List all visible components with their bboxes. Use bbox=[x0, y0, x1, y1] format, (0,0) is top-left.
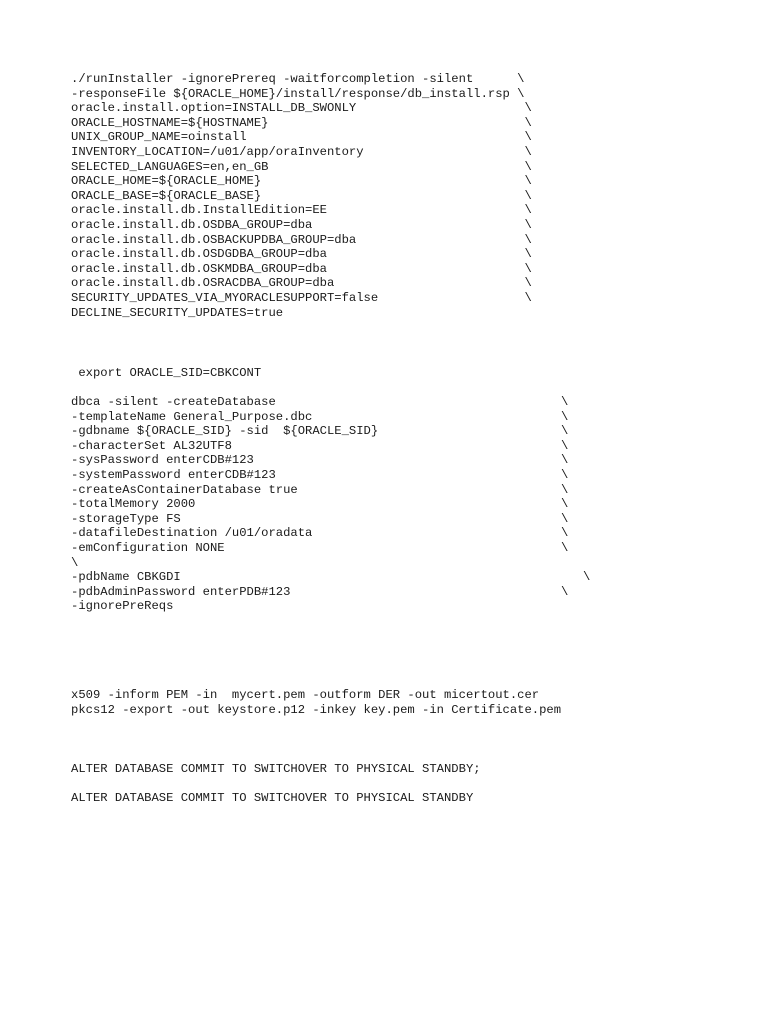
certificate-commands: x509 -inform PEM -in mycert.pem -outform DER -out micertout.cer pkcs12 -export -out keystore.p12 -inkey key.pem -in Certificate.pem bbox=[71, 688, 562, 717]
alter-database-statement-2: ALTER DATABASE COMMIT TO SWITCHOVER TO PHYSICAL STANDBY bbox=[71, 791, 474, 805]
runinstaller-command: ./runInstaller -ignorePrereq -waitforcompletion -silent \ -responseFile ${ORACLE_HOME}/install/response/db_install.rsp \ oracle.install.option=INSTALL_DB_SWONLY \ ORACLE_HOSTNAME=${HOSTNAME} \ UNIX_GROUP_NAME=oinstall \ INVENTORY_LOCATION=/u01/app/oraInventory \ SELECTED_LANGUAGES=en,en_GB \ ORACLE_HOME=${ORACLE_HOME} \ ORACLE_BASE=${ORACLE_BASE} \ oracle.install.db.InstallEdition=EE \ oracle.install.db.OSDBA_GROUP=dba \ oracle.install.db.OSBACKUPDBA_GROUP=dba \ oracle.install.db.OSDGDBA_GROUP=dba \ oracle.install.db.OSKMDBA_GROUP=dba \ oracle.install.db.OSRACDBA_GROUP=dba \ SECURITY_UPDATES_VIA_MYORACLESUPPORT=false \ DECLINE_SECURITY_UPDATES=true bbox=[71, 72, 532, 320]
dbca-command: dbca -silent -createDatabase \ -templateName General_Purpose.dbc \ -gdbname ${ORACLE_SID} -sid ${ORACLE_SID} \ -characterSet AL32UTF8 \ -sysPassword enterCDB#123 \ -systemPassword enterCDB#123 \ -createAsContainerDatabase true \ -totalMemory 2000 \ -storageType FS \ -datafileDestination /u01/oradata \ -emConfiguration NONE \ \ -pdbName CBKGDI \ -pdbAdminPassword enterPDB#123 \ -ignorePreReqs bbox=[71, 395, 591, 614]
alter-database-statement-1: ALTER DATABASE COMMIT TO SWITCHOVER TO PHYSICAL STANDBY; bbox=[71, 762, 481, 776]
export-oracle-sid-command: export ORACLE_SID=CBKCONT bbox=[71, 366, 262, 380]
